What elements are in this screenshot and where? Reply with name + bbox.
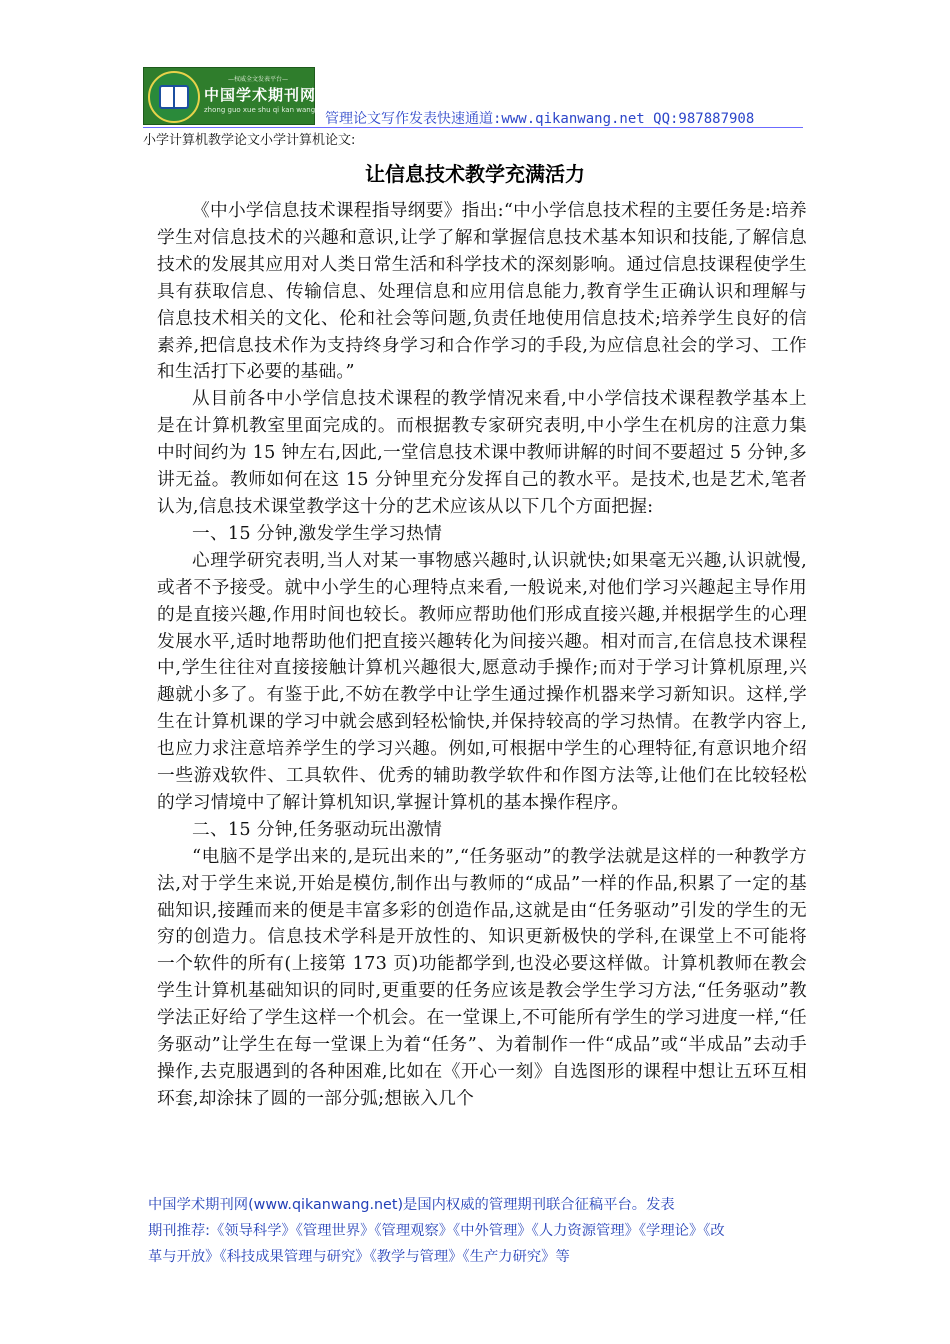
logo-pinyin: zhong guo xue shu qi kan wang bbox=[204, 106, 316, 114]
logo-slogan: —权威全文发表平台— bbox=[227, 76, 288, 83]
article-title: 让信息技术教学充满活力 bbox=[365, 162, 585, 186]
book-seal-icon bbox=[148, 71, 200, 123]
site-logo[interactable] bbox=[143, 67, 315, 125]
paragraph: 心理学研究表明,当人对某一事物感兴趣时,认识就快;如果毫无兴趣,认识就慢,或者不予接受。就中小学生的心理特点来看,一般说来,对他们学习兴趣起主导作用的是直接兴趣,作用时间也较长。教师应帮助他们形成直接兴趣,并根据学生的心理发展水平,适时地帮助他们把直接兴趣转化为间接兴趣。相对而言,在信息技术课程中,学生往往对直接接触计算机兴趣很大,愿意动手操作;而对于学习计算机原理,兴趣就小多了。有鉴于此,不妨在教学中让学生通过操作机器来学习新知识。这样,学生在计算机课的学习中就会感到轻松愉快,并保持较高的学习热情。在教学内容上,也应力求注意培养学生的学习兴趣。例如,可根据中学生的心理特征,有意识地介绍一些游戏软件、工具软件、优秀的辅助教学软件和作图方法等,让他们在比较轻松的学习情境中了解计算机知识,掌握计算机的基本操作程序。 bbox=[157, 550, 807, 813]
footer-line[interactable]: 中国学术期刊网(www.qikanwang.net)是国内权威的管理期刊联合征稿平台。发表 bbox=[148, 1197, 675, 1213]
section-heading: 一、15 分钟,激发学生学习热情 bbox=[192, 523, 443, 544]
article-body bbox=[157, 198, 807, 1113]
page-subtitle: 小学计算机教学论文小学计算机论文: bbox=[143, 133, 356, 148]
logo-name: 中国学术期刊网 bbox=[204, 86, 317, 104]
footer-line: 期刊推荐:《领导科学》《管理世界》《管理观察》《中外管理》《人力资源管理》《学理论》《改 bbox=[148, 1223, 725, 1239]
paragraph: “电脑不是学出来的,是玩出来的”,“任务驱动”的教学法就是这样的一种教学方法,对于学生来说,开始是模仿,制作出与教师的“成品”一样的作品,积累了一定的基础知识,接踵而来的便是丰富多彩的创造作品,这就是由“任务驱动”引发的学生的无穷的创造力。信息技术学科是开放性的、知识更新极快的学科,在课堂上不可能将一个软件的所有(上接第 173 页)功能都学到,也没必要这样做。计算机教师在教会学生计算机基础知识的同时,更重要的任务应该是教会学生学习方法,“任务驱动”教学法正好给了学生这样一个机会。在一堂课上,不可能所有学生的学习进度一样,“任务驱动”让学生在每一堂课上为着“任务”、为着制作一件“成品”或“半成品”去动手操作,去克服遇到的各种困难,比如在《开心一刻》自选图形的课程中想让五环互相环套,却涂抹了圆的一部分弧;想嵌入几个 bbox=[157, 846, 807, 1109]
footer-line: 革与开放》《科技成果管理与研究》《教学与管理》《生产力研究》等 bbox=[148, 1249, 570, 1265]
header-divider bbox=[143, 127, 803, 128]
footer-promo bbox=[148, 1192, 818, 1270]
paragraph: 从目前各中小学信息技术课程的教学情况来看,中小学信技术课程教学基本上是在计算机教室里面完成的。而根据教专家研究表明,中小学生在机房的注意力集中时间约为 15 钟左右,因此,一堂信息技术课中教师讲解的时间不要超过 5 分钟,多讲无益。教师如何在这 15 分钟里充分发挥自己的教水平。是技术,也是艺术,笔者认为,信息技术课堂教学这十分的艺术应该从以下几个方面把握: bbox=[157, 389, 807, 517]
paragraph: 《中小学信息技术课程指导纲要》指出:“中小学信息技术程的主要任务是:培养学生对信息技术的兴趣和意识,让学了解和掌握信息技术基本知识和技能,了解信息技术的发展其应用对人类日常生活和科学技术的深刻影响。通过信息技课程使学生具有获取信息、传输信息、处理信息和应用信息能力,教育学生正确认识和理解与信息技术相关的文化、伦和社会等问题,负责任地使用信息技术;培养学生良好的信素养,把信息技术作为支持终身学习和合作学习的手段,为应信息社会的学习、工作和生活打下必要的基础。” bbox=[157, 201, 807, 383]
header-link[interactable]: 管理论文写作发表快速通道:www.qikanwang.net QQ:987887908 bbox=[325, 111, 755, 127]
section-heading: 二、15 分钟,任务驱动玩出激情 bbox=[192, 819, 443, 840]
